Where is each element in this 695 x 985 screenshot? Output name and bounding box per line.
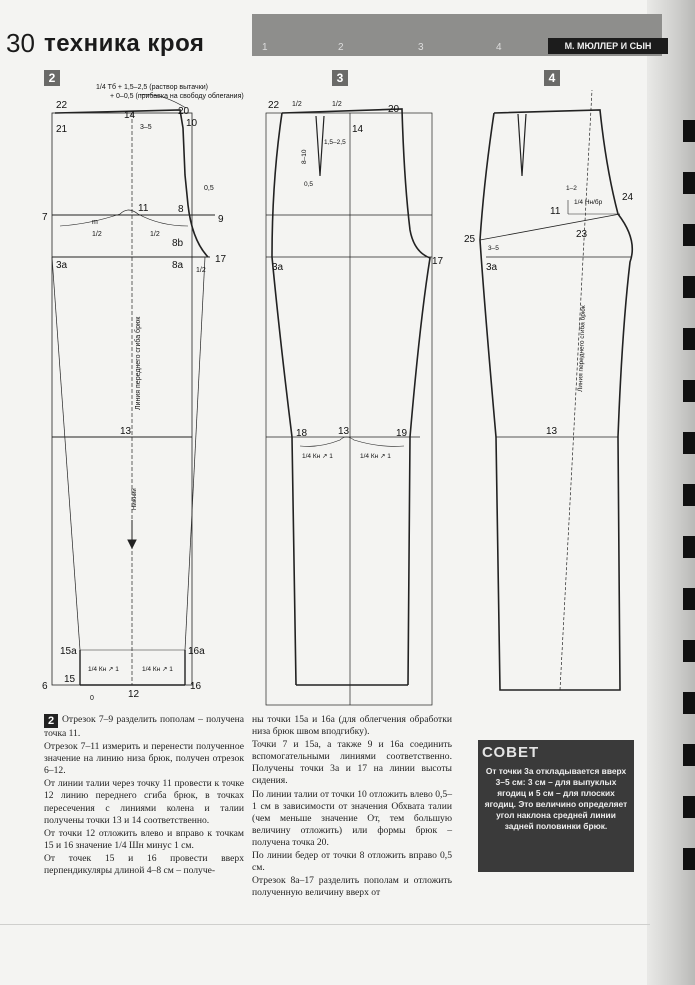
fig2-pt-half-c: 1/2 [196, 267, 206, 274]
fig2-pt3-5: 3–5 [140, 124, 152, 131]
fig2-aux-right [185, 257, 205, 650]
fig2-aux-left [52, 257, 80, 650]
text-paragraph: Отрезок 8а–17 разделить пополам и отложить полученную величину вверх от [252, 875, 452, 899]
fig3-brace [300, 437, 404, 446]
fig2-pt15a: 15a [60, 646, 77, 657]
fig4-pt25: 25 [464, 234, 476, 245]
figure-4-labels [464, 185, 634, 437]
fig2-pt-half-b: 1/2 [150, 231, 160, 238]
fig2-pt22: 22 [56, 100, 68, 111]
footer-divider [0, 924, 650, 925]
figure-3 [266, 109, 432, 705]
figure-3-labels [268, 100, 444, 460]
fig3-inner-seam [272, 113, 296, 685]
figure-badge-4: 4 [544, 70, 560, 86]
fig2-pt12: 12 [128, 689, 140, 700]
fig3-pt19: 19 [396, 428, 408, 439]
fig2-frame [52, 113, 192, 685]
ruler-mark: 3 [418, 42, 424, 53]
fig4-dart [518, 114, 526, 176]
text-paragraph: По линии бедер от точки 8 отложить вправо 0,5 см. [252, 850, 452, 874]
page-number: 30 [6, 28, 35, 58]
fig4-pt23: 23 [576, 229, 588, 240]
fig4-hip-line [480, 214, 620, 240]
binding-ring [683, 848, 695, 870]
text-column-2 [252, 714, 452, 900]
fig2-knee-left: 1/4 Кн ↗ 1 [88, 666, 119, 673]
fig2-pt8a: 8a [172, 260, 184, 271]
fig3-knee-left: 1/4 Кн ↗ 1 [302, 453, 333, 460]
page-title: техника кроя [44, 30, 205, 57]
fig2-pt17: 17 [215, 254, 227, 265]
fig3-pt8-10: 8–10 [301, 149, 308, 164]
fig3-dart [316, 116, 324, 176]
fig2-knee-right: 1/4 Кн ↗ 1 [142, 666, 173, 673]
fig4-outline [480, 110, 632, 690]
ruler-mark: 2 [338, 42, 344, 53]
fig3-pt13: 13 [338, 426, 350, 437]
fig2-pt10: 10 [186, 118, 198, 129]
binding-ring [683, 796, 695, 818]
fig3-pt14: 14 [352, 124, 364, 135]
fig2-grain-arrow [128, 540, 136, 548]
fig3-side-seam [282, 109, 430, 685]
advice-text: От точки 3а откладывается вверх 3–5 см: 3 см – для выпуклых ягодиц и 5 см – для плоских ягодиц. Это величино определяет угол наклона средней линии задней половинки брюк. [484, 766, 628, 831]
text-paragraph: 2 Отрезок 7–9 разделить пополам – получена точка 11. [44, 714, 244, 739]
fig3-pt18: 18 [296, 428, 308, 439]
text-paragraph: Отрезок 7–11 измерить и перенести полученное значение на линию низа брюк, получен отрезок 6–12. [44, 741, 244, 777]
text-paragraph: От точек 15 и 16 провести вверх перпендикуляры длиной 4–8 см – получе- [44, 852, 244, 877]
brand-label: М. МЮЛЛЕР И СЫН [548, 38, 668, 54]
fig2-pt16a: 16a [188, 646, 205, 657]
figure-2 [52, 95, 215, 685]
fig2-pt0-5: 0,5 [204, 185, 214, 192]
figure-badge-3: 3 [332, 70, 348, 86]
fig3-pt22: 22 [268, 100, 280, 111]
figure-2-labels [42, 83, 244, 702]
fig4-pt1-2: 1–2 [566, 185, 577, 192]
text-column-1 [44, 714, 244, 878]
fig2-pt20: 20 [178, 106, 190, 117]
fig2-pt15: 15 [64, 674, 76, 685]
step-badge-inline: 2 [44, 714, 58, 728]
text-paragraph: От точки 12 отложить влево и вправо к точкам 15 и 16 значение 1/4 Шн минус 1 см. [44, 827, 244, 851]
fig2-pt-m: m [92, 219, 98, 226]
fig2-pt8b: 8b [172, 238, 184, 249]
fig2-pt8: 8 [178, 204, 184, 215]
fig2-crease-label: Линия переднего сгиба брюк [135, 316, 142, 410]
fig2-pt-half-a: 1/2 [92, 231, 102, 238]
fig4-crease-label: Линия переднего сгиба брюк [577, 305, 588, 393]
fig3-pt0-5: 0,5 [304, 181, 314, 188]
fig2-fly-curve [55, 110, 208, 257]
ruler-mark: 1 [262, 42, 268, 53]
fig2-pt11: 11 [138, 203, 149, 214]
text-paragraph: От линии талии через точку 11 провести к точке 12 линию переднего сгиба брюк, в точках пересечения с линиями колена и талии получены точки 13 и 14 соответственно. [44, 778, 244, 826]
fig2-pt6: 6 [42, 681, 48, 692]
fig2-top-note-2: + 0–0,5 (прибавка на свободу облегания) [110, 93, 244, 100]
fig3-pt-half-a: 1/2 [292, 101, 302, 108]
fig2-top-note-1: 1/4 Тб + 1,5–2,5 (раствор вытачки) [96, 84, 208, 91]
fig2-pt0: 0 [90, 695, 94, 702]
fig3-pt20: 20 [388, 104, 400, 115]
fig4-pt11: 11 [550, 206, 561, 217]
figure-4 [480, 90, 632, 690]
fig4-pt13: 13 [546, 426, 558, 437]
text-paragraph: Точки 7 и 15а, а также 9 и 16а соединить вспомогательными линиями соответственно. Получены точки 3а и 17 на линии высоты сидения. [252, 739, 452, 787]
fig4-pt-hip: 1/4 Нн/бр [574, 199, 603, 206]
fig2-pt9: 9 [218, 214, 224, 225]
ruler-mark: 4 [496, 42, 502, 53]
fig3-pt1-5-2-5: 1,5–2,5 [324, 139, 346, 146]
figure-badge-2: 2 [44, 70, 60, 86]
fig3-pt3a: 3a [272, 262, 284, 273]
fig2-pt14: 14 [124, 110, 136, 121]
fig2-pt21: 21 [56, 124, 68, 135]
text-paragraph: ны точки 15а и 16а (для облегчения обработки низа брюк швом вподгибку). [252, 714, 452, 738]
fig2-brace [60, 210, 188, 226]
fig4-pt3a: 3a [486, 262, 498, 273]
fig3-pt-half-b: 1/2 [332, 101, 342, 108]
fig2-pt7: 7 [42, 212, 48, 223]
fig2-pt3a: 3a [56, 260, 68, 271]
fig2-pt16: 16 [190, 681, 202, 692]
fig2-grain-label: Нижний [132, 488, 138, 510]
fig2-pt13: 13 [120, 426, 132, 437]
fig3-pt17: 17 [432, 256, 444, 267]
binding-ring [683, 744, 695, 766]
fig4-pt24: 24 [622, 192, 634, 203]
advice-title: СОВЕТ [482, 744, 540, 761]
fig3-knee-right: 1/4 Кн ↗ 1 [360, 453, 391, 460]
text-paragraph: По линии талии от точки 10 отложить влево 0,5–1 см в зависимости от значения Обхвата талии (чем меньше значение От, тем большую величину отложить) или формы брюк – получена точка 20. [252, 788, 452, 848]
fig4-pt3-5: 3–5 [488, 245, 499, 252]
fig4-crease-line [560, 90, 592, 690]
